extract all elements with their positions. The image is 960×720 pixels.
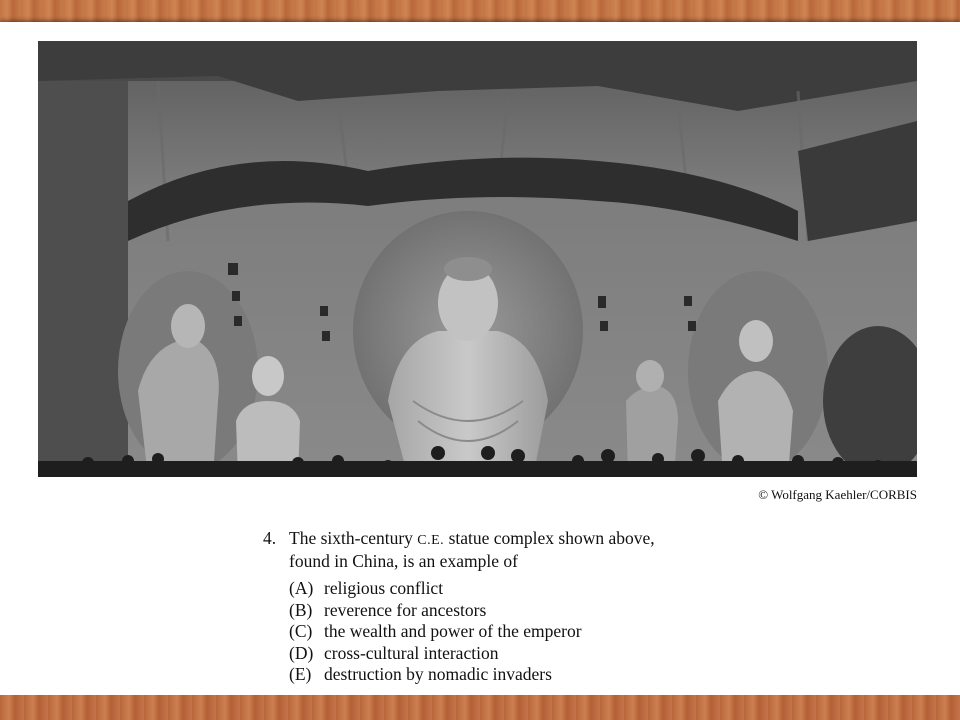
question-stem xyxy=(263,528,763,572)
option-d xyxy=(289,643,763,665)
question-line2: found in China, is an example of xyxy=(289,551,518,571)
option-letter: (E) xyxy=(289,664,312,684)
question-text xyxy=(289,528,655,572)
option-c xyxy=(289,621,763,643)
option-text: reverence for ancestors xyxy=(324,599,487,620)
question-era: C.E. xyxy=(417,533,445,548)
top-frame-border xyxy=(0,0,960,22)
option-text: cross-cultural interaction xyxy=(324,642,499,663)
question-block xyxy=(263,528,763,686)
question-number: 4. xyxy=(263,528,277,548)
answer-options xyxy=(289,578,763,686)
option-letter: (A) xyxy=(289,578,314,598)
option-letter: (D) xyxy=(289,642,314,663)
option-letter: (C) xyxy=(289,621,313,641)
option-letter: (B) xyxy=(289,599,313,620)
option-text: destruction by nomadic invaders xyxy=(324,664,552,684)
bottom-frame-border xyxy=(0,695,960,720)
question-line1-end: statue complex shown above, xyxy=(444,528,655,548)
option-e xyxy=(289,664,763,686)
cave-statue-photo xyxy=(38,41,917,477)
slide-page xyxy=(0,22,960,695)
option-text: religious conflict xyxy=(324,578,444,598)
option-text: the wealth and power of the emperor xyxy=(324,621,582,641)
question-line1-start: The sixth-century xyxy=(289,528,418,548)
option-a xyxy=(289,578,763,600)
option-b xyxy=(289,600,763,622)
photo-credit: © Wolfgang Kaehler/CORBIS xyxy=(758,487,917,502)
